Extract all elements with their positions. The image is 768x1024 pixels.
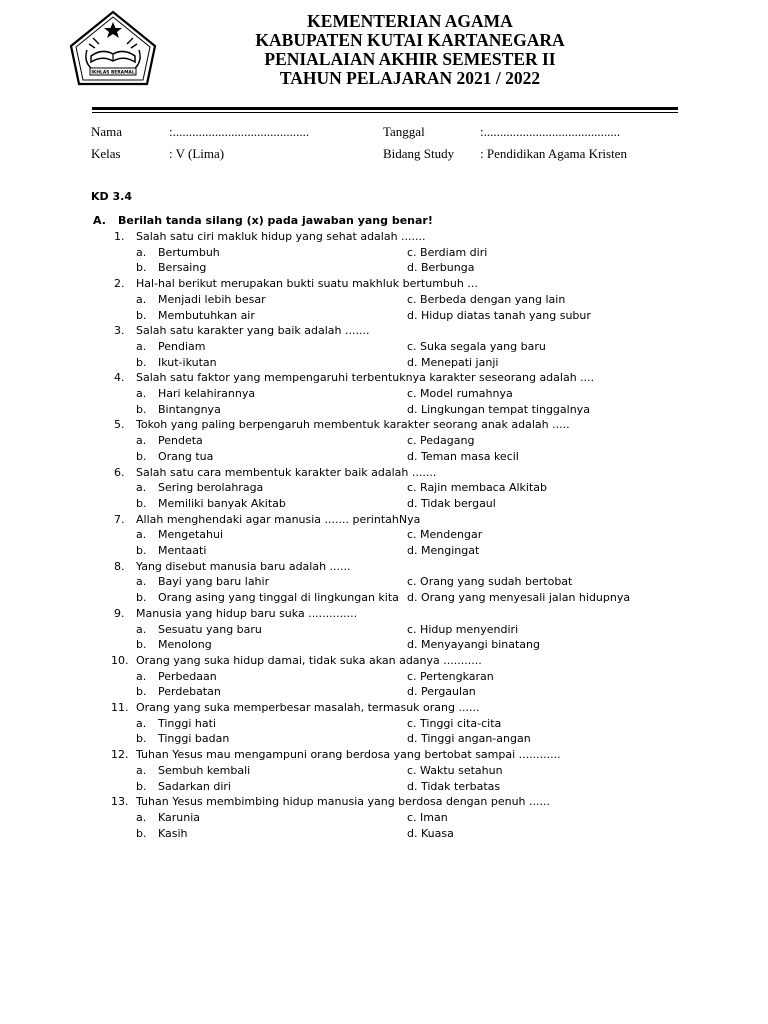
kelas-value: : V (Lima): [169, 146, 225, 161]
option-c: c. Orang yang sudah bertobat: [407, 575, 573, 589]
question-number: 1.: [114, 230, 125, 243]
logo-motto: IKHLAS BERAMAL: [91, 70, 135, 76]
question-text: Salah satu cara membentuk karakter baik adalah .......: [136, 465, 437, 479]
option-a: Tinggi hati: [158, 716, 217, 730]
option-c: c. Berbeda dengan yang lain: [407, 292, 566, 306]
option-d: d. Menyayangi binatang: [407, 638, 540, 652]
option-b: Orang tua: [158, 449, 214, 463]
option-c: c. Pedagang: [407, 434, 475, 448]
option-c: c. Pertengkaran: [407, 669, 494, 683]
question-number: 5.: [114, 418, 125, 432]
option-a-letter: a.: [136, 669, 147, 683]
option-c: c. Iman: [407, 810, 448, 824]
option-b: Bersaing: [158, 261, 207, 275]
option-b: Mentaati: [158, 544, 207, 557]
option-d: d. Berbunga: [407, 261, 475, 275]
question-text: Tuhan Yesus membimbing hidup manusia yang berdosa dengan penuh ......: [136, 795, 550, 809]
question-text: Hal-hal berikut merupakan bukti suatu makhluk bertumbuh ...: [136, 277, 478, 291]
option-d: d. Tidak bergaul: [407, 496, 496, 510]
option-d: d. Hidup diatas tanah yang subur: [407, 308, 591, 322]
question-number: 12.: [111, 748, 129, 762]
option-b-letter: b.: [136, 449, 147, 463]
option-b-letter: b.: [136, 355, 147, 369]
option-d: d. Kuasa: [407, 826, 454, 840]
kd-label: KD 3.4: [91, 190, 132, 203]
ministry-logo: [63, 10, 163, 92]
question-text: Orang yang suka hidup damai, tidak suka akan adanya ...........: [136, 653, 482, 667]
option-a-letter: a.: [136, 763, 147, 777]
question-number: 6.: [114, 465, 125, 479]
option-b: Ikut-ikutan: [158, 355, 217, 369]
option-b: Orang asing yang tinggal di lingkungan kita: [158, 591, 399, 605]
section-instruction: Berilah tanda silang (x) pada jawaban yang benar!: [118, 214, 433, 227]
option-a-letter: a.: [136, 810, 147, 824]
question-number: 7.: [114, 512, 125, 526]
question-number: 13.: [111, 795, 129, 809]
question-number: 10.: [111, 653, 129, 667]
question-text: Allah menghendaki agar manusia ....... perintahNya: [136, 512, 421, 526]
bidang-study-label: Bidang Study: [383, 146, 455, 161]
option-b-letter: b.: [136, 544, 147, 557]
question-number: 9.: [114, 606, 125, 620]
bidang-study-value: : Pendidikan Agama Kristen: [480, 146, 627, 161]
question-text: Tokoh yang paling berpengaruh membentuk karakter seorang anak adalah .....: [136, 418, 570, 432]
nama-label: Nama: [91, 124, 123, 139]
option-a-letter: a.: [136, 622, 147, 636]
option-c: c. Tinggi cita-cita: [407, 716, 502, 730]
option-a: Sering berolahraga: [158, 481, 264, 495]
option-d: d. Lingkungan tempat tinggalnya: [407, 402, 590, 416]
header-line-2: KABUPATEN KUTAI KARTANEGARA: [255, 30, 565, 50]
option-d: d. Pergaulan: [407, 685, 476, 699]
option-d: d. Menepati janji: [407, 355, 499, 369]
option-b-letter: b.: [136, 732, 147, 746]
question-text: Tuhan Yesus mau mengampuni orang berdosa yang bertobat sampai ............: [136, 748, 561, 762]
question-number: 2.: [114, 277, 125, 291]
question-text: Salah satu karakter yang baik adalah .......: [136, 324, 370, 338]
option-c: c. Mendengar: [407, 528, 483, 542]
option-b: Tinggi badan: [158, 732, 230, 746]
option-a-letter: a.: [136, 387, 147, 400]
question-number: 11.: [111, 701, 129, 714]
option-a-letter: a.: [136, 481, 147, 495]
option-b-letter: b.: [136, 496, 147, 510]
document-header: [150, 12, 670, 88]
option-c: c. Rajin membaca Alkitab: [407, 481, 548, 495]
option-a: Pendeta: [158, 434, 203, 448]
option-b-letter: b.: [136, 685, 147, 699]
option-c: c. Hidup menyendiri: [407, 622, 519, 636]
question-number: 3.: [114, 324, 125, 338]
nama-field[interactable]: :..........................................: [169, 124, 310, 139]
option-c: c. Berdiam diri: [407, 245, 488, 259]
header-line-4: TAHUN PELAJARAN 2021 / 2022: [279, 68, 541, 88]
header-divider-thin: [92, 112, 678, 113]
question-number: 4.: [114, 371, 125, 385]
option-b: Memiliki banyak Akitab: [158, 496, 286, 510]
header-divider-thick: [92, 107, 678, 110]
option-a-letter: a.: [136, 575, 147, 589]
option-b-letter: b.: [136, 779, 147, 793]
option-a: Karunia: [158, 810, 201, 824]
option-d: d. Tidak terbatas: [407, 779, 501, 793]
question-text: Salah satu ciri makluk hidup yang sehat adalah .......: [136, 230, 426, 243]
question-number: 8.: [114, 559, 125, 573]
option-d: d. Tinggi angan-angan: [407, 732, 531, 746]
option-b: Menolong: [158, 638, 212, 652]
option-b: Sadarkan diri: [158, 779, 231, 793]
option-c: c. Model rumahnya: [407, 387, 513, 400]
option-a-letter: a.: [136, 339, 147, 353]
option-a: Menjadi lebih besar: [158, 292, 266, 306]
option-a-letter: a.: [136, 528, 147, 542]
option-a-letter: a.: [136, 245, 147, 259]
question-text: Salah satu faktor yang mempengaruhi terbentuknya karakter seseorang adalah ....: [136, 371, 595, 385]
option-b-letter: b.: [136, 826, 147, 840]
option-b-letter: b.: [136, 261, 147, 275]
tanggal-field[interactable]: :..........................................: [480, 124, 621, 139]
option-a: Perbedaan: [158, 669, 217, 683]
option-b: Bintangnya: [158, 402, 221, 416]
option-a: Bertumbuh: [158, 245, 220, 259]
option-c: c. Suka segala yang baru: [407, 339, 546, 353]
tanggal-label: Tanggal: [383, 124, 425, 139]
section-letter: A.: [93, 214, 106, 227]
option-a: Sembuh kembali: [158, 763, 251, 777]
option-c: c. Waktu setahun: [407, 763, 503, 777]
option-d: d. Orang yang menyesali jalan hidupnya: [407, 591, 631, 605]
option-b-letter: b.: [136, 402, 147, 416]
option-b: Perdebatan: [158, 685, 221, 699]
header-line-1: KEMENTERIAN AGAMA: [307, 11, 513, 31]
option-b: Membutuhkan air: [158, 308, 255, 322]
option-b: Kasih: [158, 826, 188, 840]
option-a-letter: a.: [136, 716, 147, 730]
option-b-letter: b.: [136, 308, 147, 322]
option-a: Hari kelahirannya: [158, 387, 256, 400]
option-a: Sesuatu yang baru: [158, 622, 262, 636]
question-text: Orang yang suka memperbesar masalah, termasuk orang ......: [136, 701, 480, 714]
option-a: Mengetahui: [158, 528, 224, 542]
option-a: Bayi yang baru lahir: [158, 575, 270, 589]
option-a: Pendiam: [158, 339, 206, 353]
question-text: Manusia yang hidup baru suka ..............: [136, 606, 358, 620]
option-a-letter: a.: [136, 434, 147, 448]
option-b-letter: b.: [136, 591, 147, 605]
option-d: d. Mengingat: [407, 544, 480, 557]
option-d: d. Teman masa kecil: [407, 449, 519, 463]
header-line-3: PENIALAIAN AKHIR SEMESTER II: [264, 49, 556, 69]
option-a-letter: a.: [136, 292, 147, 306]
option-b-letter: b.: [136, 638, 147, 652]
question-text: Yang disebut manusia baru adalah ......: [136, 559, 351, 573]
kelas-label: Kelas: [91, 146, 121, 161]
